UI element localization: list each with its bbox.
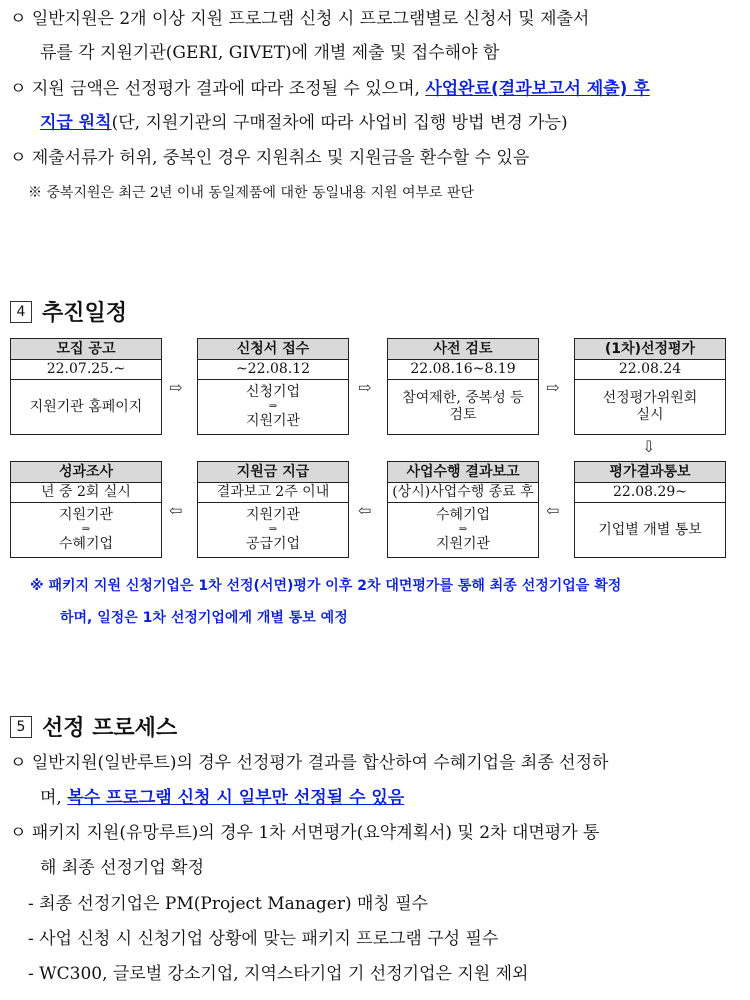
section-5-number: 5 [10, 716, 32, 738]
intro-note: ※ 중복지원은 최근 2년 이내 동일제품에 대한 동일내용 지원 여부로 판단 [28, 185, 475, 201]
intro-bullet-2-text: ㅇ 지원 금액은 선정평가 결과에 따라 조정될 수 있으며, [10, 79, 426, 99]
step-title: 신청서 접수 [198, 339, 348, 360]
step-body [575, 503, 725, 557]
small-arrow-icon: ⇒ [268, 524, 278, 535]
step-body-line: 지원기관 홈페이지 [29, 398, 143, 415]
step-body-line: 지원기관 [58, 507, 114, 523]
arrow-right-icon: ⇨ [169, 378, 183, 397]
process-bullet-1-prefix: 며, [40, 788, 68, 808]
section-4-title: 추진일정 [42, 301, 128, 326]
arrow-right-icon: ⇨ [358, 378, 372, 397]
step-body-line: 기업별 개별 통보 [598, 521, 702, 538]
schedule-step-result-notice [574, 461, 726, 558]
process-dash-2: - 사업 신청 시 신청기업 상황에 맞는 패키지 프로그램 구성 필수 [28, 929, 499, 949]
step-date: 22.08.24 [575, 360, 725, 380]
intro-bullet-2-tail: (단, 지원기관의 구매절차에 따라 사업비 집행 방법 변경 가능) [111, 113, 568, 133]
intro-highlight-payment: 사업완료(결과보고서 제출) 후 [425, 79, 650, 99]
step-body [388, 380, 538, 434]
intro-bullet-2-line-2 [40, 112, 568, 134]
step-title: 지원금 지급 [198, 462, 348, 483]
schedule-step-first-evaluation [574, 338, 726, 435]
step-body [388, 503, 538, 557]
intro-bullet-1-line-1: ㅇ 일반지원은 2개 이상 지원 프로그램 신청 시 프로그램별로 신청서 및 제출서 [10, 9, 590, 29]
step-body-line: 지원기관 [435, 536, 491, 552]
schedule-step-announcement [10, 338, 162, 435]
step-body-line: 실시 [636, 407, 664, 423]
intro-highlight-principle: 지급 원칙 [40, 113, 112, 133]
schedule-step-performance-survey [10, 461, 162, 558]
step-title: (1차)선정평가 [575, 339, 725, 360]
arrow-left-icon: ⇦ [169, 501, 183, 520]
arrow-left-icon: ⇦ [358, 501, 372, 520]
step-body [198, 380, 348, 434]
small-arrow-icon: ⇒ [81, 524, 91, 535]
section-5-heading [10, 711, 177, 742]
arrow-left-icon: ⇦ [546, 501, 560, 520]
schedule-step-payment [197, 461, 349, 558]
step-title: 사업수행 결과보고 [388, 462, 538, 483]
small-arrow-icon: ⇒ [458, 524, 468, 535]
intro-bullet-3: ㅇ 제출서류가 허위, 중복인 경우 지원취소 및 지원금을 환수할 수 있음 [10, 148, 530, 168]
step-body [198, 503, 348, 557]
step-body-line: 공급기업 [245, 536, 301, 552]
step-title: 사전 검토 [388, 339, 538, 360]
step-title: 모집 공고 [11, 339, 161, 360]
process-dash-3: - WC300, 글로벌 강소기업, 지역스타기업 기 선정기업은 지원 제외 [28, 964, 529, 984]
step-date: 결과보고 2주 이내 [198, 483, 348, 503]
step-date: ~22.08.12 [198, 360, 348, 380]
process-dash-1: - 최종 선정기업은 PM(Project Manager) 매칭 필수 [28, 894, 429, 914]
step-body-line: 지원기관 [245, 507, 301, 523]
step-body [11, 380, 161, 434]
step-date: (상시)사업수행 종료 후 [388, 483, 538, 503]
step-body-line: 참여제한, 중복성 등 [402, 390, 524, 406]
schedule-step-result-report [387, 461, 539, 558]
intro-bullet-1-line-2: 류를 각 지원기관(GERI, GIVET)에 개별 제출 및 접수해야 함 [40, 43, 500, 63]
process-bullet-2-line-2: 해 최종 선정기업 확정 [40, 858, 205, 878]
step-body-line: 수혜기업 [58, 536, 114, 552]
step-body-line: 신청기업 [245, 384, 301, 400]
step-body-line: 지원기관 [245, 413, 301, 429]
step-body-line: 수혜기업 [435, 507, 491, 523]
schedule-step-application [197, 338, 349, 435]
step-body [575, 380, 725, 434]
step-date: 년 중 2회 실시 [11, 483, 161, 503]
step-date: 22.07.25.~ [11, 360, 161, 380]
section-5-title: 선정 프로세스 [42, 716, 178, 741]
step-body-line: 검토 [449, 407, 477, 423]
step-date: 22.08.29~ [575, 483, 725, 503]
schedule-note-line-1: ※ 패키지 지원 신청기업은 1차 선정(서면)평가 이후 2차 대면평가를 통해 최종 선정기업을 확정 [30, 578, 622, 594]
schedule-step-pre-review [387, 338, 539, 435]
section-4-heading [10, 296, 127, 327]
process-bullet-1-line-2 [40, 787, 404, 809]
schedule-note-line-2: 하며, 일정은 1차 선정기업에게 개별 통보 예정 [60, 610, 348, 626]
arrow-down-icon: ⇩ [642, 437, 656, 456]
intro-bullet-2-line-1 [10, 78, 650, 100]
arrow-right-icon: ⇨ [546, 378, 560, 397]
step-title: 성과조사 [11, 462, 161, 483]
step-body [11, 503, 161, 557]
step-date: 22.08.16~8.19 [388, 360, 538, 380]
small-arrow-icon: ⇒ [268, 401, 278, 412]
section-4-number: 4 [10, 301, 32, 323]
process-bullet-2-line-1: ㅇ 패키지 지원(유망루트)의 경우 1차 서면평가(요약계획서) 및 2차 대면평가 통 [10, 823, 600, 843]
step-title: 평가결과통보 [575, 462, 725, 483]
step-body-line: 선정평가위원회 [602, 390, 698, 406]
process-highlight-partial-selection: 복수 프로그램 신청 시 일부만 선정될 수 있음 [67, 788, 405, 808]
process-bullet-1-line-1: ㅇ 일반지원(일반루트)의 경우 선정평가 결과를 합산하여 수혜기업을 최종 선정하 [10, 753, 609, 773]
